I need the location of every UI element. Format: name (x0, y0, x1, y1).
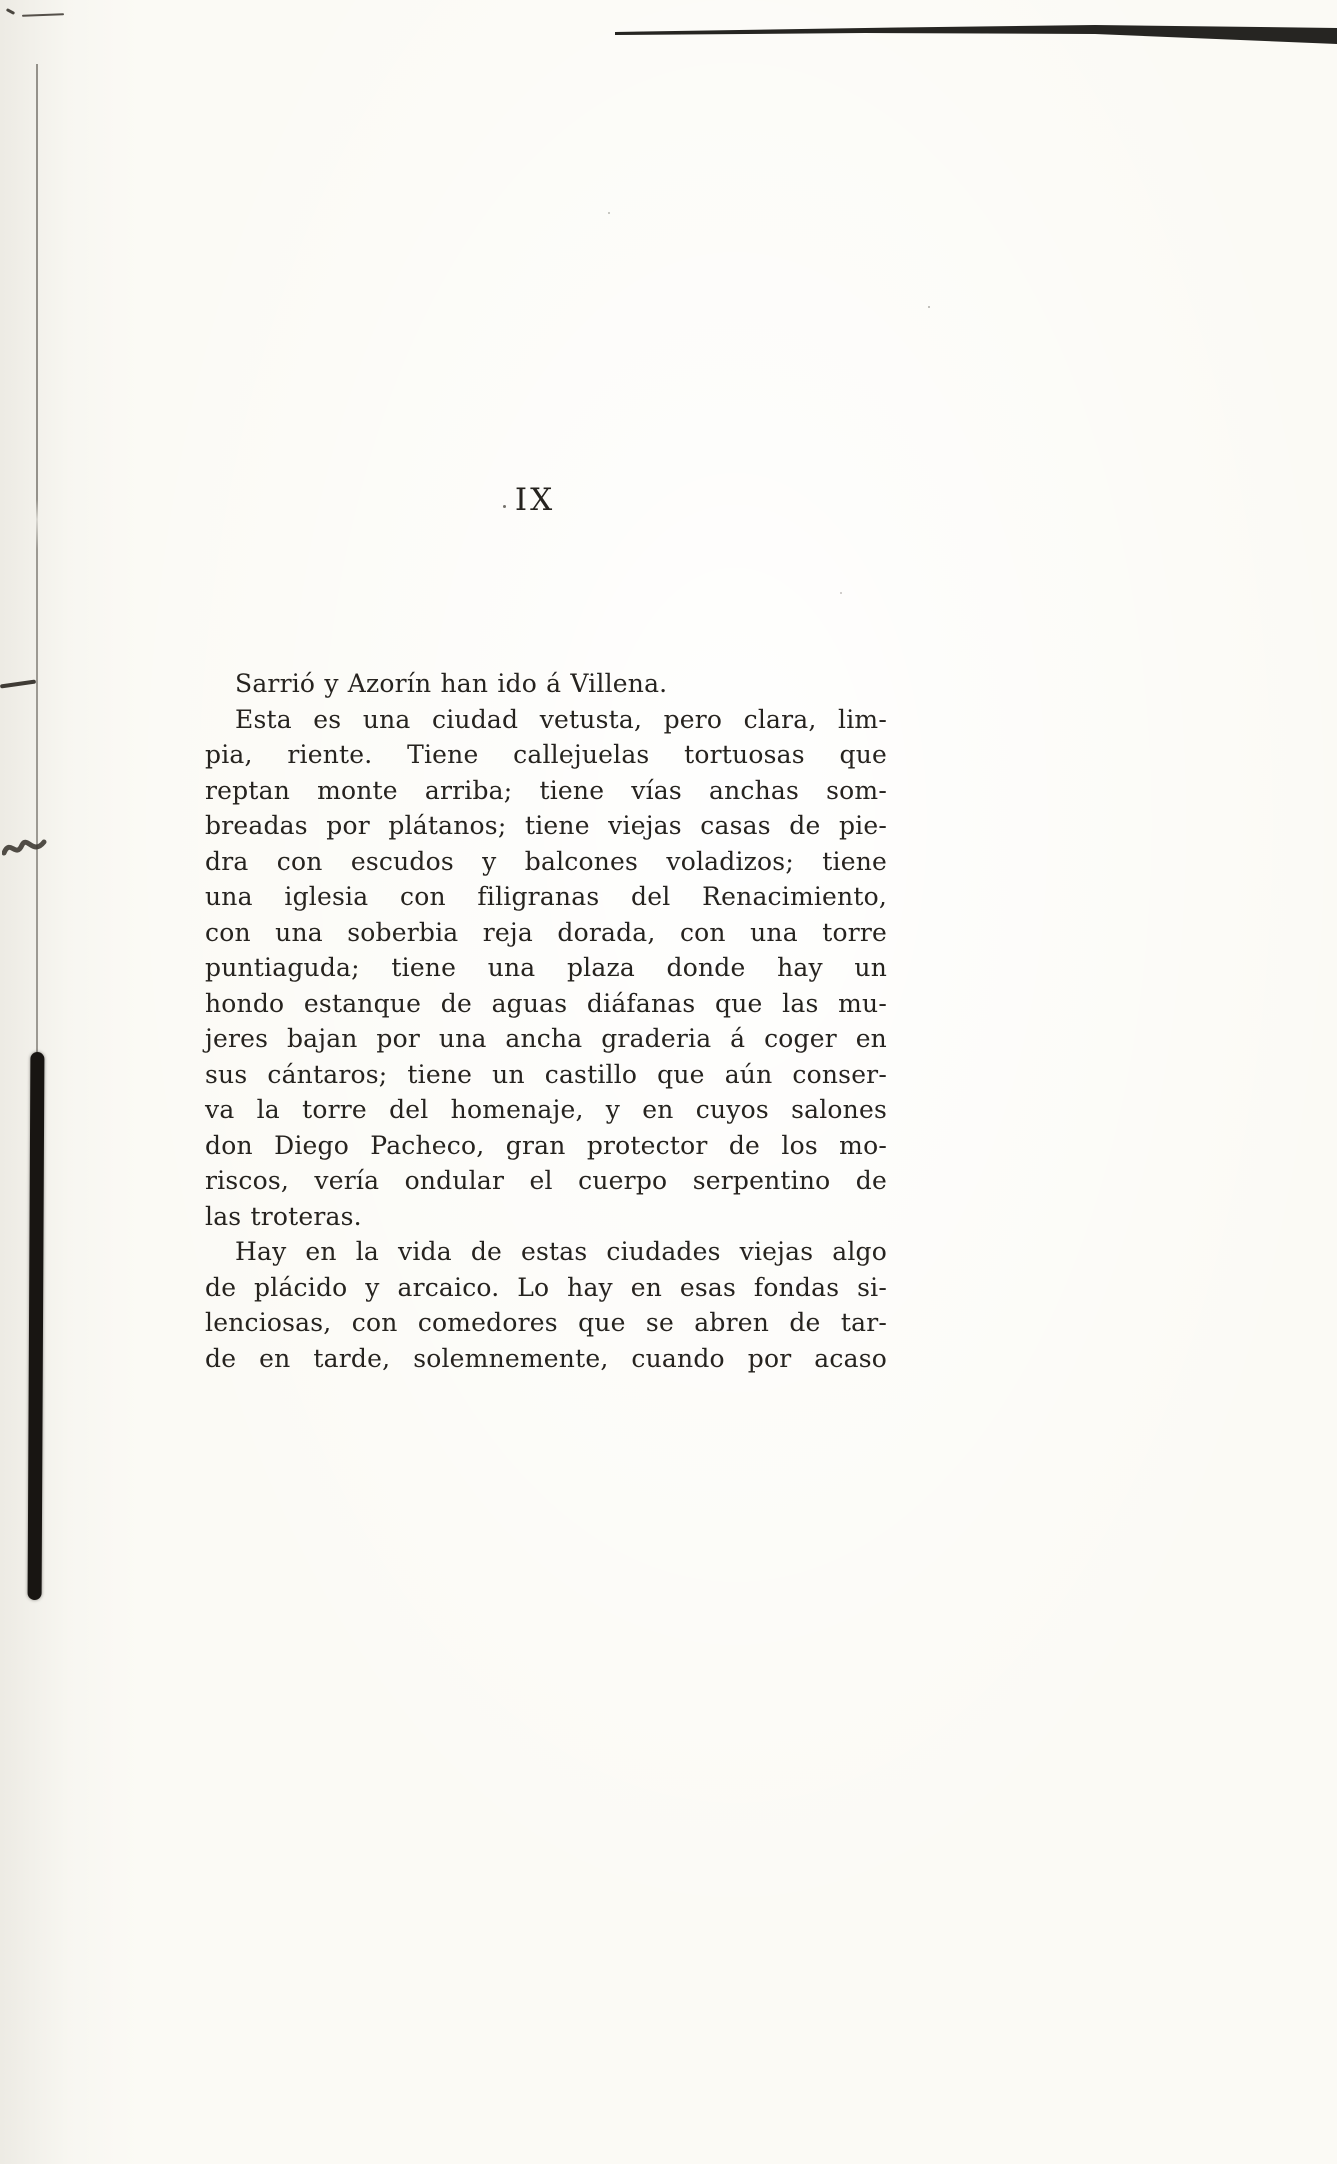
text-block (205, 666, 887, 1376)
text-line: una iglesia con filigranas del Renacimiento, (205, 882, 887, 911)
corner-tick-mark (6, 8, 15, 15)
text-line: dra con escudos y balcones voladizos; tiene (205, 846, 887, 876)
text-line: reptan monte arriba; tiene vías anchas som- (205, 775, 887, 805)
text-line: pia, riente. Tiene callejuelas tortuosas que (205, 740, 887, 769)
ink-speck (608, 212, 610, 214)
text-line: con una soberbia reja dorada, con una torre (205, 917, 887, 947)
text-line: va la torre del homenaje, y en cuyos salones (205, 1095, 887, 1124)
text-line: jeres bajan por una ancha graderia á coger en (205, 1024, 887, 1053)
left-margin-line (36, 64, 38, 1054)
text-line: lenciosas, con comedores que se abren de tar- (205, 1308, 887, 1337)
ink-speck (928, 306, 930, 308)
pencil-cross-mark (0, 680, 36, 689)
ink-speck (840, 592, 842, 594)
corner-dash-mark (22, 13, 64, 16)
text-line: de plácido y arcaico. Lo hay en esas fondas si- (205, 1272, 887, 1302)
text-line: Sarrió y Azorín han ido á Villena. (235, 669, 668, 698)
text-line: riscos, vería ondular el cuerpo serpentino de (205, 1166, 887, 1195)
chapter-heading: IX (514, 482, 556, 518)
text-line: hondo estanque de aguas diáfanas que las mu- (205, 988, 887, 1018)
left-edge-ink-bar (28, 1052, 45, 1600)
top-right-ink-rule (615, 20, 1337, 48)
text-line: breadas por plátanos; tiene viejas casas de pie- (205, 811, 887, 840)
text-line: sus cántaros; tiene un castillo que aún conser- (205, 1059, 887, 1089)
text-line: don Diego Pacheco, gran protector de los mo- (205, 1130, 887, 1160)
text-line: de en tarde, solemnemente, cuando por acaso (205, 1343, 887, 1373)
text-line: Esta es una ciudad vetusta, pero clara, lim- (235, 704, 887, 734)
pencil-scribble-mark (2, 832, 48, 864)
text-line: Hay en la vida de estas ciudades viejas algo (235, 1237, 887, 1266)
text-line: puntiaguda; tiene una plaza donde hay un (205, 953, 887, 982)
text-line: las troteras. (205, 1201, 362, 1231)
